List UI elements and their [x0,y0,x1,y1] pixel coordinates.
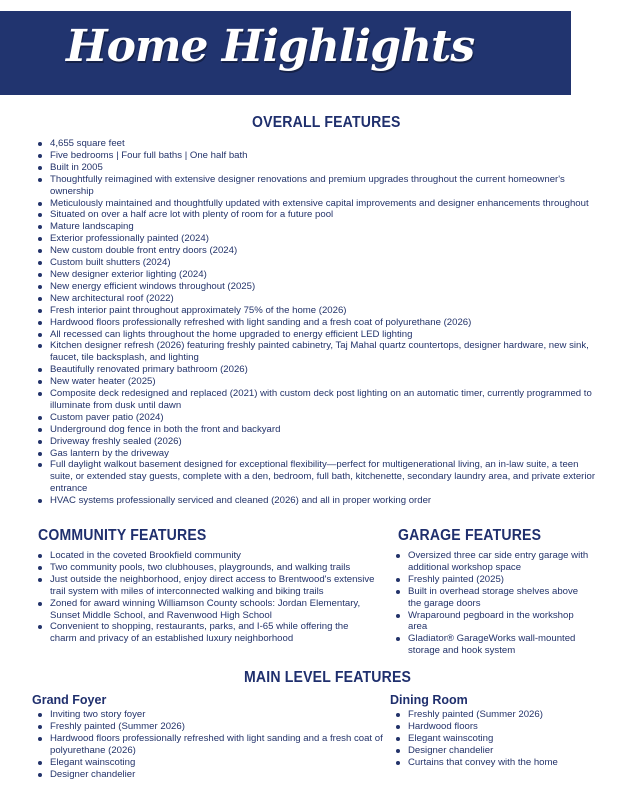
list-item: Fresh interior paint throughout approximately 75% of the home (2026) [37,305,597,317]
list-item: HVAC systems professionally serviced and cleaned (2026) and all in proper working order [37,495,597,507]
main-level-features-heading: MAIN LEVEL FEATURES [244,669,412,686]
list-item: Meticulously maintained and thoughtfully updated with extensive capital improvements and designer enhancements throughout [37,198,597,210]
list-item: Built in 2005 [37,162,597,174]
list-item: Freshly painted (Summer 2026) [395,709,595,721]
list-item: Situated on over a half acre lot with plenty of room for a future pool [37,209,597,221]
list-item: Freshly painted (2025) [395,574,590,586]
list-item: Driveway freshly sealed (2026) [37,436,597,448]
list-item: New designer exterior lighting (2024) [37,269,597,281]
list-item: Hardwood floors professionally refreshed with light sanding and a fresh coat of polyurethane (2026) [37,733,383,757]
list-item: Hardwood floors [395,721,595,733]
list-item: Five bedrooms | Four full baths | One half bath [37,150,597,162]
list-item: Custom built shutters (2024) [37,257,597,269]
list-item: 4,655 square feet [37,138,597,150]
list-item: Designer chandelier [37,769,383,781]
list-item: Thoughtfully reimagined with extensive designer renovations and premium upgrades throughout the current homeowner's ownership [37,174,597,198]
list-item: Full daylight walkout basement designed for exceptional flexibility—perfect for multigenerational living, an in-law suite, a teen suite, or extended stay guests, complete with a den, bedroom, full bath, kitchenette, secondary laundry area, and private exterior entrance [37,459,597,495]
list-item: Oversized three car side entry garage with additional workshop space [395,550,590,574]
list-item: Gladiator® GarageWorks wall-mounted storage and hook system [395,633,590,657]
community-features-heading: COMMUNITY FEATURES [38,527,207,544]
grand-foyer-heading: Grand Foyer [32,693,107,707]
list-item: Elegant wainscoting [37,757,383,769]
list-item: Elegant wainscoting [395,733,595,745]
dining-room-heading: Dining Room [390,693,468,707]
list-item: Wraparound pegboard in the workshop area [395,610,590,634]
garage-features-heading: GARAGE FEATURES [398,527,542,544]
list-item: Zoned for award winning Williamson County schools: Jordan Elementary, Sunset Middle School, and Ravenwood High School [37,598,377,622]
list-item: Custom paver patio (2024) [37,412,597,424]
list-item: Located in the coveted Brookfield community [37,550,377,562]
page-title: Home Highlights [66,21,475,72]
list-item: Just outside the neighborhood, enjoy direct access to Brentwood's extensive trail system with miles of interconnected walking and biking trails [37,574,377,598]
list-item: Mature landscaping [37,221,597,233]
list-item: Exterior professionally painted (2024) [37,233,597,245]
list-item: New energy efficient windows throughout (2025) [37,281,597,293]
list-item: Hardwood floors professionally refreshed with light sanding and a fresh coat of polyurethane (2026) [37,317,597,329]
list-item: Underground dog fence in both the front and backyard [37,424,597,436]
list-item: Designer chandelier [395,745,595,757]
list-item: Convenient to shopping, restaurants, parks, and I-65 while offering the charm and privacy of an established luxury neighborhood [37,621,377,645]
list-item: Composite deck redesigned and replaced (2021) with custom deck post lighting on an automatic timer, currently programmed to illuminate from dusk until dawn [37,388,597,412]
list-item: Inviting two story foyer [37,709,383,721]
list-item: New architectural roof (2022) [37,293,597,305]
list-item: Gas lantern by the driveway [37,448,597,460]
list-item: New custom double front entry doors (2024) [37,245,597,257]
list-item: Beautifully renovated primary bathroom (2026) [37,364,597,376]
overall-features-list [37,138,597,507]
community-features-list [37,550,377,645]
list-item: Kitchen designer refresh (2026) featuring freshly painted cabinetry, Taj Mahal quartz countertops, designer hardware, new sink, faucet, tile backsplash, and lighting [37,340,597,364]
overall-features-heading: OVERALL FEATURES [252,114,401,131]
list-item: Built in overhead storage shelves above the garage doors [395,586,590,610]
garage-features-list [395,550,590,657]
list-item: Freshly painted (Summer 2026) [37,721,383,733]
list-item: Curtains that convey with the home [395,757,595,769]
list-item: All recessed can lights throughout the home upgraded to energy efficient LED lighting [37,329,597,341]
header-banner [0,11,571,95]
list-item: Two community pools, two clubhouses, playgrounds, and walking trails [37,562,377,574]
grand-foyer-list [37,709,383,780]
list-item: New water heater (2025) [37,376,597,388]
dining-room-list [395,709,595,769]
